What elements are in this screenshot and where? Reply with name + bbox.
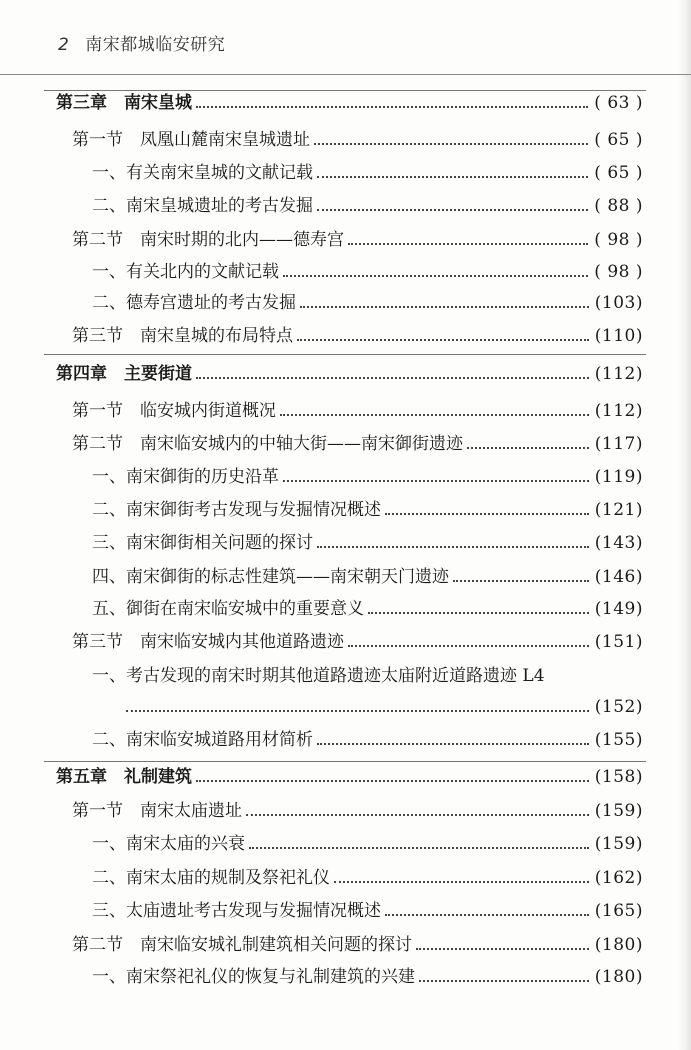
toc-entry-title: 第二节 南宋时期的北内——德寿宫 [72,230,344,250]
leader-dots [317,209,588,211]
toc-entry-row[interactable] [0,563,691,591]
toc-page-number: (151) [594,632,643,652]
toc-page-number: ( 98 ) [594,262,643,282]
toc-entry-title: 二、南宋临安城道路用材简析 [92,730,313,750]
toc-page-number: (121) [594,500,643,520]
leader-dots [300,306,589,308]
toc-section-row[interactable] [0,226,691,254]
leader-dots [314,143,588,145]
header-rule [0,74,691,75]
toc-section-row[interactable] [0,322,691,350]
toc-entry-row[interactable] [0,463,691,491]
toc-section-row[interactable] [0,397,691,425]
toc-entry-title: 一、有关南宋皇城的文献记载 [92,163,313,183]
toc-page-number: ( 65 ) [594,163,643,183]
toc-entry-title: 第五章 礼制建筑 [56,767,192,787]
toc-section-row[interactable] [0,430,691,458]
toc-entry-title: 第二节 南宋临安城内的中轴大街——南宋御街遗迹 [72,434,463,454]
toc-entry-title: 二、南宋太庙的规制及祭祀礼仪 [92,868,330,888]
leader-dots [246,814,589,816]
toc-page-number: (119) [594,467,643,487]
leader-dots [280,414,589,416]
leader-dots [196,377,589,379]
leader-dots [283,480,589,482]
chapter-divider [44,354,646,355]
toc-section-row[interactable] [0,628,691,656]
toc-chapter-row[interactable] [0,763,691,791]
toc-entry-row[interactable] [0,289,691,317]
toc-entry-title: 一、有关北内的文献记载 [92,262,279,282]
toc-entry-title: 一、南宋祭祀礼仪的恢复与礼制建筑的兴建 [92,967,415,987]
toc-page-number: (158) [594,767,643,787]
chapter-divider [44,761,646,762]
leader-dots [196,780,589,782]
toc-page-number: (159) [594,834,643,854]
toc-entry-title: 一、南宋太庙的兴衰 [92,834,245,854]
leader-dots [334,881,589,883]
leader-dots [249,847,589,849]
toc-entry-row[interactable] [0,496,691,524]
toc-entry-row[interactable] [0,864,691,892]
toc-page-number: (152) [594,697,643,717]
toc-page-number: (159) [594,801,643,821]
running-header [58,30,225,55]
toc-entry-title: 第一节 凤凰山麓南宋皇城遗址 [72,130,310,150]
leader-dots [297,339,589,341]
toc-page-number: (110) [594,326,643,346]
leader-dots [467,447,589,449]
toc-entry-title: 第四章 主要街道 [56,364,192,384]
toc-entry-row[interactable] [0,726,691,754]
toc-entry-title: 一、南宋御街的历史沿革 [92,467,279,487]
toc-entry-title: 第一节 临安城内街道概况 [72,401,276,421]
toc-page-number: (180) [594,935,643,955]
toc-entry-row[interactable] [0,192,691,220]
toc-entry-title: 三、太庙遗址考古发现与发掘情况概述 [92,901,381,921]
toc-page-number: (149) [594,599,643,619]
toc-page-number: (155) [594,730,643,750]
toc-page-number: (180) [594,967,643,987]
toc-entry-title: 四、南宋御街的标志性建筑——南宋朝天门遗迹 [92,567,449,587]
toc-entry-title: 第三节 南宋临安城内其他道路遗迹 [72,632,344,652]
toc-entry-row[interactable] [0,595,691,623]
toc-entry-title: 二、南宋御街考古发现与发掘情况概述 [92,500,381,520]
toc-entry-title: 一、考古发现的南宋时期其他道路遗迹太庙附近道路遗迹 L4 [92,666,545,686]
toc-entry-row[interactable] [0,662,691,690]
toc-page-number: (165) [594,901,643,921]
leader-dots [419,980,589,982]
toc-entry-title: 第一节 南宋太庙遗址 [72,801,242,821]
toc-page-number: (117) [594,434,643,454]
leader-dots [196,106,588,108]
toc-page-number: ( 63 ) [594,93,643,113]
toc-entry-title: 第三章 南宋皇城 [56,93,192,113]
toc-section-row[interactable] [0,931,691,959]
leader-dots [368,612,589,614]
toc-page-number: (146) [594,567,643,587]
toc-entry-row[interactable] [0,897,691,925]
toc-page-number: (112) [594,364,643,384]
leader-dots [385,513,589,515]
toc-entry-row[interactable] [0,963,691,991]
page-number: 2 [58,35,70,55]
toc-page-number: ( 65 ) [594,130,643,150]
toc-entry-title: 五、御街在南宋临安城中的重要意义 [92,599,364,619]
book-title: 南宋都城临安研究 [85,35,226,55]
leader-dots [317,176,588,178]
toc-page-number: (103) [594,293,643,313]
leader-dots [453,580,589,582]
leader-dots [283,275,588,277]
leader-dots [416,948,589,950]
toc-page-number: ( 88 ) [594,196,643,216]
toc-page-number: (162) [594,868,643,888]
toc-chapter-row[interactable] [0,89,691,117]
toc-entry-row[interactable] [0,830,691,858]
toc-page-number: (112) [594,401,643,421]
toc-entry-row[interactable] [0,529,691,557]
leader-dots [385,914,589,916]
leader-dots [348,645,589,647]
leader-dots [317,743,589,745]
toc-entry-title: 第三节 南宋皇城的布局特点 [72,326,293,346]
leader-dots [348,243,588,245]
toc-section-row[interactable] [0,797,691,825]
toc-entry-title: 二、德寿宫遗址的考古发掘 [92,293,296,313]
toc-entry-title: 二、南宋皇城遗址的考古发掘 [92,196,313,216]
leader-dots [317,546,589,548]
toc-entry-row[interactable] [0,258,691,286]
toc-page-number: ( 98 ) [594,230,643,250]
toc-section-row[interactable] [0,126,691,154]
toc-chapter-row[interactable] [0,360,691,388]
toc-entry-row[interactable] [0,159,691,187]
toc-entry-title: 三、南宋御街相关问题的探讨 [92,533,313,553]
page-edge-shadow [677,0,691,1050]
toc-page-number: (143) [594,533,643,553]
leader-dots [126,710,589,712]
toc-entry-row[interactable] [0,693,691,721]
toc-entry-title: 第二节 南宋临安城礼制建筑相关问题的探讨 [72,935,412,955]
